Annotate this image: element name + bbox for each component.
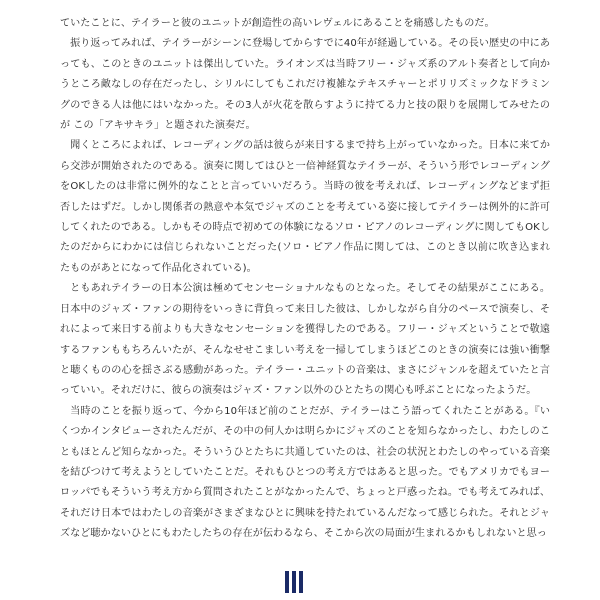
paragraph-2: 振り返ってみれば、テイラーがシーンに登場してからすでに40年が経過している。その長い歴史の中にあっても、このときのユニットは傑出していた。ライオンズは当時フリー・ジャズ系のアルト奏者として向かうところ敵なしの存在だったし、シリルにしてもこれだけ複雑なテキスチャーとポリリズミックなドラミングのできる人は他にはいなかった。その3人が火花を散らすように持てる力と技の限りを展開してみせたのが この「アキサキラ」と題された演奏だ。 [60, 38, 550, 132]
page-marker-bar [285, 571, 289, 593]
paragraph-5: 当時のことを振り返って、今から10年ほど前のことだが、テイラーはこう語ってくれたことがある。『いくつかインタビューされたんだが、その中の何人かは明らかにジャズのことを知らなかったし、わたしのこともほとんど知らなかった。そういうひとたちに共通していたのは、社会の状況とわたしのやっている音楽を結びつけて考えようとしていたことだ。それもひとつの考え方ではあると思った。でもアメリカでもヨーロッパでもそういう考え方から質問されたことがなかったんで、ちょっと戸惑ったね。でも考えてみれば、それだけ日本ではわたしの音楽がさまざまなひとに興味を持たれているんだなって感じられた。それとジャズなど聴かないひとにもわたしたちの存在が伝わるなら、そこから次の局面が生まれるかもしれないと思っ [60, 405, 550, 540]
paragraph-4: ともあれテイラーの日本公演は極めてセンセーショナルなものとなった。そしてその結果がここにある。日本中のジャズ・ファンの期待をいっきに背負って来日した彼は、しかしながら自分のペースで演奏し、それによって来日する前よりも大きなセンセーションを獲得したのである。フリー・ジャズということで敬遠するファンももちろんいたが、そんなせせこましい考えを一掃してしまうほどこのときの演奏には強い衝撃と聴くものの心を揺さぶる感動があった。テイラー・ユニットの音楽は、まさにジャンルを超えていたと言っていい。それだけに、彼らの演奏はジャズ・ファン以外のひとたちの関心も呼ぶことになったようだ。 [60, 283, 550, 397]
page-marker [285, 571, 303, 593]
paragraph-1: ていたことに、テイラーと彼のユニットが創造性の高いレヴェルにあることを痛感したものだ。 [60, 18, 495, 29]
article-body [60, 14, 550, 545]
page-marker-bar [292, 571, 296, 593]
page-marker-bar [299, 571, 303, 593]
paragraph-3: 聞くところによれば、レコーディングの話は彼らが来日するまで持ち上がっていなかった。日本に来てから交渉が開始されたのである。演奏に関してはひと一倍神経質なテイラーが、そういう形でレコーディングをOKしたのは非常に例外的なことと言っていいだろう。当時の彼を考えれば、レコーディングなどまず拒否したはずだ。しかし関係者の熱意や本気でジャズのことを考えている姿に接してテイラーは例外的に許可してくれたのである。しかもその時点で初めての体験になるソロ・ピアノのレコーディングに関してもOKしたのだからにわかには信じられないことだった(ソロ・ピアノ作品に関しては、このとき以前に吹き込まれたものがあとになって作品化されている)。 [60, 140, 550, 274]
